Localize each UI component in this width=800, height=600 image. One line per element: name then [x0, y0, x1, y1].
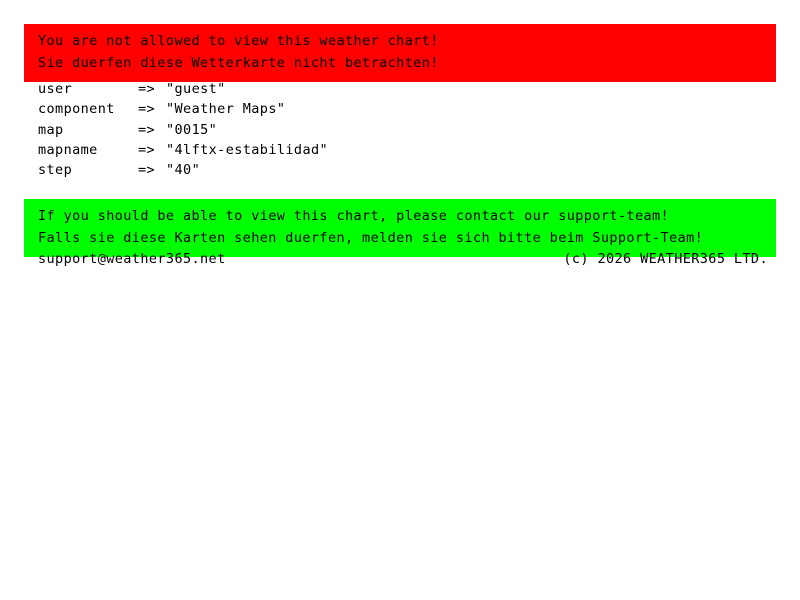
parameter-key: map — [38, 121, 64, 138]
parameter-key: step — [38, 162, 73, 179]
parameter-key: user — [38, 81, 73, 97]
error-banner-line-de: Sie duerfen diese Wetterkarte nicht betrachten! — [38, 55, 439, 71]
parameter-value: "Weather Maps" — [166, 101, 286, 118]
table-row — [38, 160, 328, 180]
parameter-value: "4lftx-estabilidad" — [166, 141, 329, 158]
parameter-list — [38, 79, 328, 180]
parameter-arrow: => — [138, 101, 156, 118]
parameter-value: "guest" — [166, 81, 226, 97]
parameter-arrow: => — [138, 162, 156, 179]
copyright-text: (c) 2026 WEATHER365 LTD. — [563, 251, 768, 267]
info-banner-line-de: Falls sie diese Karten sehen duerfen, melden sie sich bitte beim Support-Team! — [38, 230, 704, 246]
support-email-link[interactable]: support@weather365.net — [38, 251, 226, 267]
parameter-table — [38, 79, 328, 180]
table-row — [38, 140, 328, 160]
parameter-arrow: => — [138, 121, 156, 138]
table-row — [38, 120, 328, 140]
parameter-arrow: => — [138, 81, 156, 97]
info-banner-line-en: If you should be able to view this chart, please contact our support-team! — [38, 208, 670, 224]
error-banner — [24, 24, 776, 82]
parameter-key: mapname — [38, 141, 98, 158]
parameter-key: component — [38, 101, 115, 118]
parameter-arrow: => — [138, 141, 156, 158]
parameter-value: "0015" — [166, 121, 218, 138]
error-banner-line-en: You are not allowed to view this weather chart! — [38, 33, 439, 49]
footer — [38, 249, 768, 269]
table-row — [38, 99, 328, 119]
table-row — [38, 79, 328, 99]
parameter-value: "40" — [166, 162, 201, 179]
